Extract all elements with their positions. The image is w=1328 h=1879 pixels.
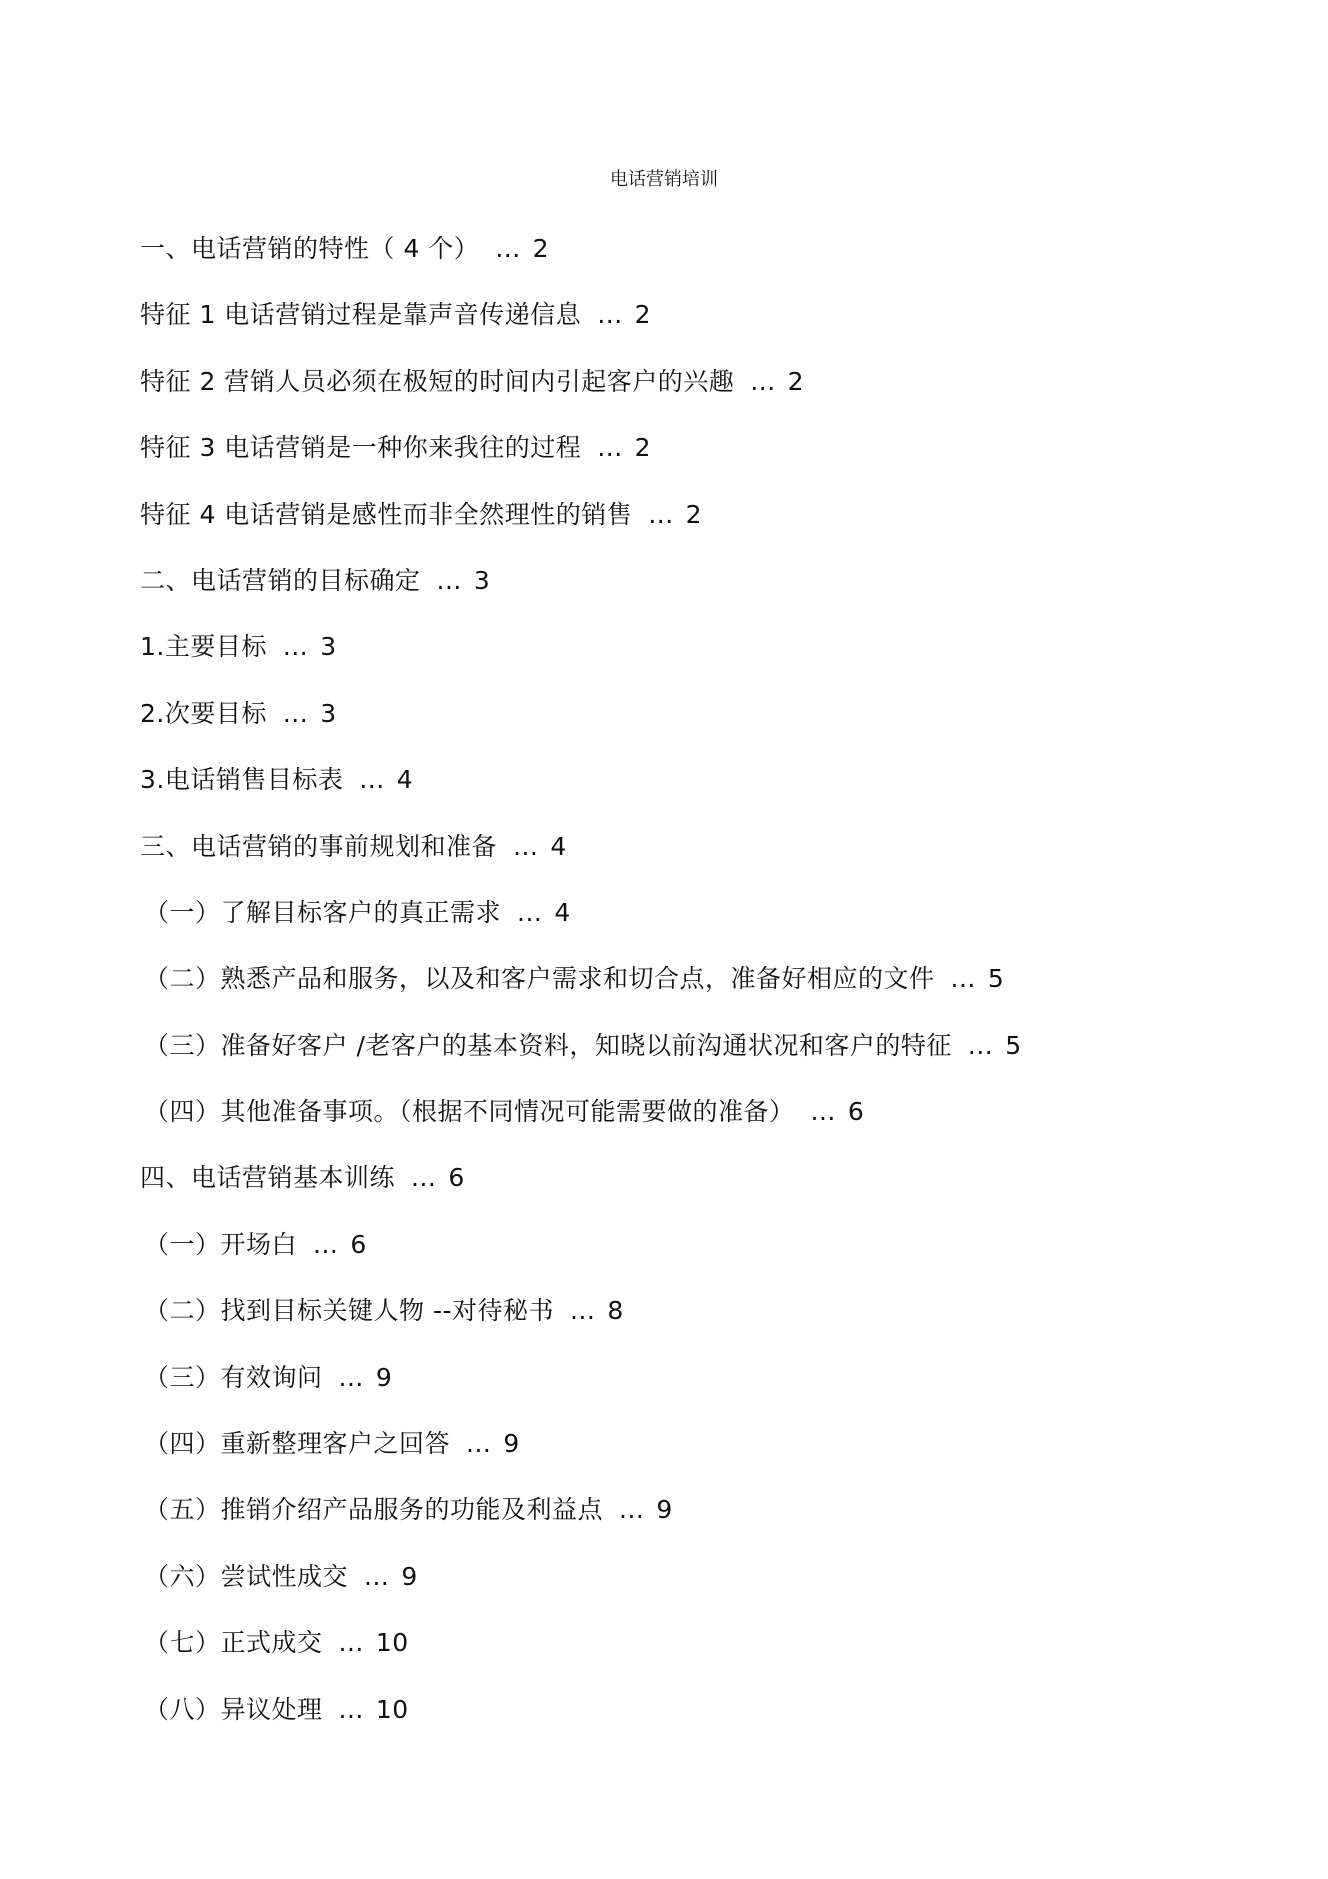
toc-entry-text: （四）重新整理客户之回答 [144, 1429, 451, 1459]
toc-entry-page: 3 [320, 698, 337, 728]
toc-entry[interactable] [140, 1161, 1248, 1227]
toc-entry-page: 6 [847, 1097, 865, 1127]
toc-entry[interactable] [140, 1493, 1248, 1559]
toc-entry-text: 四、电话营销基本训练 [140, 1163, 396, 1193]
toc-entry[interactable] [140, 365, 1248, 431]
toc-entry-leader: ... [338, 1694, 364, 1724]
toc-entry-text: （二）熟悉产品和服务，以及和客户需求和切合点，准备好相应的文件 [144, 964, 935, 994]
toc-entry-page: 4 [396, 765, 414, 795]
toc-entry[interactable] [140, 1228, 1248, 1294]
toc-entry[interactable] [140, 498, 1248, 564]
toc-entry-leader: ... [359, 765, 385, 795]
toc-entry-page: 5 [987, 964, 1005, 994]
toc-entry[interactable] [140, 1560, 1248, 1626]
toc-entry-text: （四）其他准备事项。（根据不同情况可能需要做的准备） [144, 1097, 795, 1127]
toc-entry-text: （六）尝试性成交 [144, 1561, 349, 1591]
toc-entry-page: 9 [656, 1495, 673, 1525]
toc-entry-page: 2 [634, 300, 652, 330]
toc-entry-page: 4 [554, 897, 571, 927]
toc-entry-page: 3 [320, 632, 337, 662]
toc-entry[interactable] [140, 1626, 1248, 1692]
toc-entry-page: 2 [634, 433, 652, 463]
toc-entry-text: 三、电话营销的事前规划和准备 [140, 831, 498, 861]
toc-entry-text: （二）找到目标关键人物 --对待秘书 [144, 1296, 554, 1326]
toc-entry-text: （三）准备好客户 /老客户的基本资料，知晓以前沟通状况和客户的特征 [144, 1030, 952, 1060]
toc-entry-page: 2 [685, 499, 703, 529]
toc-entry-page: 3 [473, 565, 491, 595]
toc-entry[interactable] [140, 1029, 1248, 1095]
toc-entry-text: 3.电话销售目标表 [140, 765, 344, 795]
toc-entry-page: 2 [787, 366, 805, 396]
toc-entry-leader: ... [570, 1296, 596, 1326]
toc-entry-text: 2.次要目标 [140, 698, 267, 728]
toc-entry-text: 1.主要目标 [140, 632, 267, 662]
toc-entry-leader: ... [364, 1561, 390, 1591]
toc-entry-page: 4 [550, 831, 567, 861]
toc-entry-text: 一、电话营销的特性（ 4 个） [140, 234, 480, 263]
toc-entry-leader: ... [810, 1097, 836, 1127]
toc-entry-page: 6 [448, 1163, 465, 1193]
toc-entry[interactable] [140, 1427, 1248, 1493]
toc-entry-leader: ... [517, 897, 543, 927]
toc-entry-page: 8 [607, 1296, 624, 1326]
table-of-contents [140, 232, 1248, 1759]
toc-entry-page: 10 [375, 1628, 409, 1658]
toc-entry[interactable] [140, 431, 1248, 497]
toc-entry-text: （一）开场白 [144, 1229, 298, 1259]
toc-entry-leader: ... [967, 1030, 994, 1060]
toc-entry-leader: ... [466, 1429, 492, 1459]
toc-entry-page: 9 [401, 1561, 418, 1591]
toc-entry-leader: ... [282, 632, 309, 662]
toc-entry-text: （七）正式成交 [144, 1628, 323, 1658]
page-title: 电话营销培训 [610, 169, 718, 190]
toc-entry-leader: ... [619, 1495, 645, 1525]
toc-entry-page: 6 [350, 1229, 367, 1259]
toc-entry-text: （三）有效询问 [144, 1362, 323, 1392]
toc-entry-leader: ... [750, 366, 776, 396]
toc-entry-text: （五）推销介绍产品服务的功能及利益点 [144, 1495, 604, 1525]
toc-entry[interactable] [140, 896, 1248, 962]
toc-entry-leader: ... [597, 433, 623, 463]
toc-entry-leader: ... [282, 698, 309, 728]
toc-entry-text: 特征 1 电话营销过程是靠声音传递信息 [140, 300, 582, 330]
toc-entry[interactable] [140, 298, 1248, 364]
toc-entry-leader: ... [513, 831, 539, 861]
toc-entry[interactable] [140, 1361, 1248, 1427]
toc-entry-text: 特征 2 营销人员必须在极短的时间内引起客户的兴趣 [140, 366, 735, 396]
toc-entry-leader: ... [495, 234, 521, 263]
toc-entry-leader: ... [648, 499, 674, 529]
toc-entry-leader: ... [950, 964, 976, 994]
toc-entry-page: 9 [375, 1362, 393, 1392]
toc-entry-page: 10 [375, 1694, 409, 1724]
toc-entry-leader: ... [411, 1163, 437, 1193]
toc-entry[interactable] [140, 1693, 1248, 1759]
toc-entry-leader: ... [338, 1628, 364, 1658]
toc-entry-text: 特征 3 电话营销是一种你来我往的过程 [140, 433, 582, 463]
toc-entry-text: （一）了解目标客户的真正需求 [144, 897, 502, 927]
toc-entry-page: 9 [503, 1429, 520, 1459]
toc-entry-leader: ... [597, 300, 623, 330]
toc-entry[interactable] [140, 962, 1248, 1028]
toc-entry-leader: ... [313, 1229, 339, 1259]
toc-entry[interactable] [140, 564, 1248, 630]
toc-entry[interactable] [140, 763, 1248, 829]
toc-entry[interactable] [140, 232, 1248, 298]
toc-entry-page: 5 [1005, 1030, 1022, 1060]
toc-entry[interactable] [140, 830, 1248, 896]
toc-entry-leader: ... [436, 565, 462, 595]
toc-entry-page: 2 [532, 234, 550, 263]
toc-entry[interactable] [140, 1095, 1248, 1161]
toc-entry[interactable] [140, 630, 1248, 696]
toc-entry[interactable] [140, 697, 1248, 763]
toc-entry-text: 特征 4 电话营销是感性而非全然理性的销售 [140, 499, 633, 529]
toc-entry[interactable] [140, 1294, 1248, 1360]
toc-entry-text: （八）异议处理 [144, 1694, 323, 1724]
toc-entry-leader: ... [338, 1362, 364, 1392]
toc-entry-text: 二、电话营销的目标确定 [140, 565, 421, 595]
